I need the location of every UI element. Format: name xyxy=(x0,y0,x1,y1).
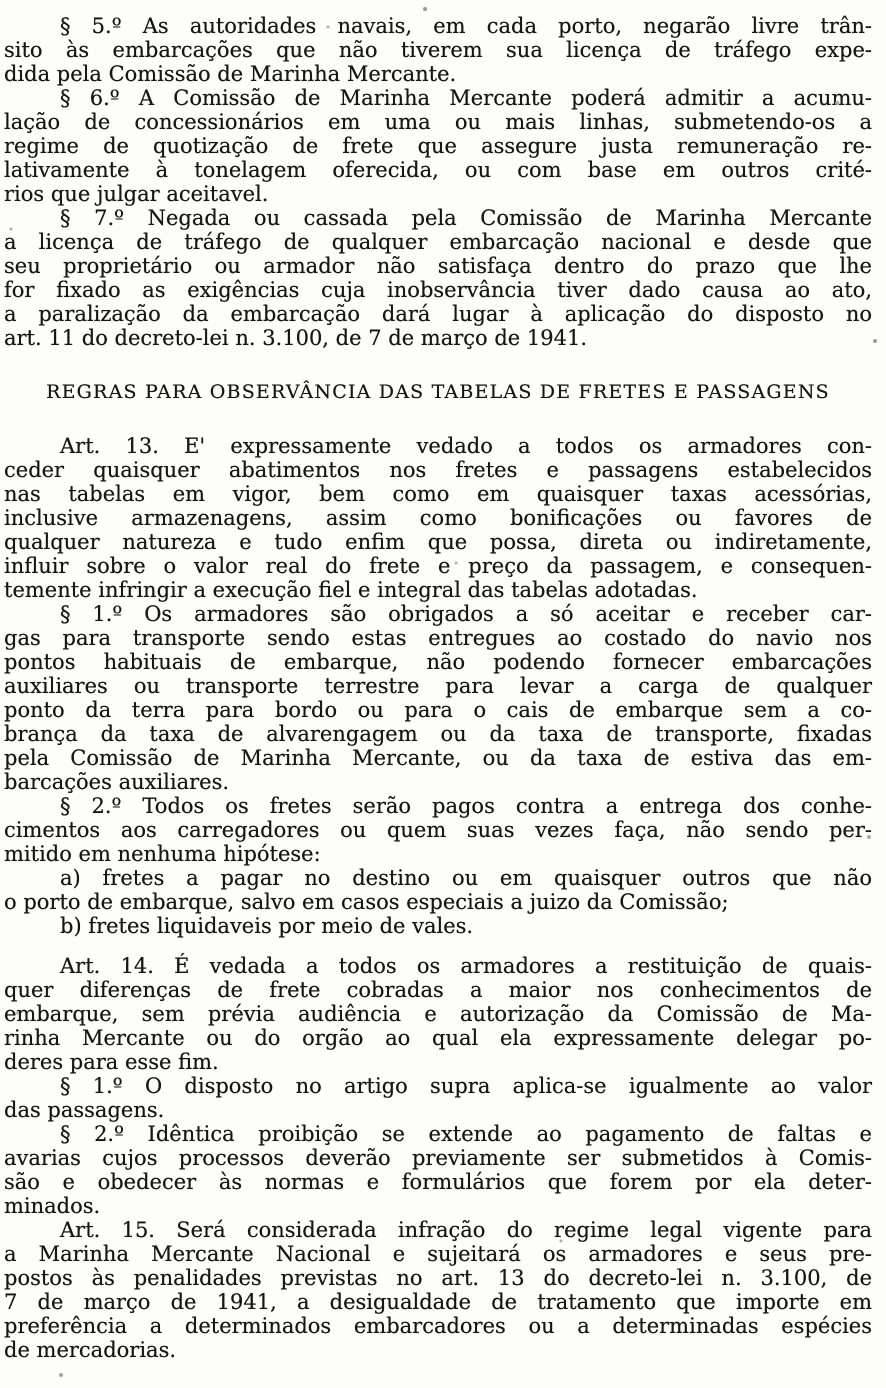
article-13-paragraph-1 xyxy=(4,602,872,794)
text-line: o porto de embarque, salvo em casos especiais a juizo da Comissão; xyxy=(4,890,729,914)
text-line: preferência a determinados embarcadores ou a determinadas espécies xyxy=(4,1314,872,1338)
text-line: rinha Mercante ou do orgão ao qual ela expressamente delegar po- xyxy=(4,1026,872,1050)
text-line: nas tabelas em vigor, bem como em quaisquer taxas acessórias, xyxy=(4,482,872,506)
text-line: regime de quotização de frete que assegure justa remuneração re- xyxy=(4,134,872,158)
text-line: b) fretes liquidaveis por meio de vales. xyxy=(60,914,474,938)
article-14-paragraph-2 xyxy=(4,1122,872,1218)
text-line: a paralização da embarcação dará lugar à aplicação do disposto no xyxy=(4,302,872,326)
article-13-item-b xyxy=(4,914,872,938)
text-line: barcações auxiliares. xyxy=(4,770,230,794)
text-line: seu proprietário ou armador não satisfaça dentro do prazo que lhe xyxy=(4,254,872,278)
text-line: são e obedecer às normas e formulários que forem por ela deter- xyxy=(4,1170,872,1194)
text-line: § 7.º Negada ou cassada pela Comissão de Marinha Mercante xyxy=(60,206,872,230)
text-line: inclusive armazenagens, assim como bonificações ou favores de xyxy=(4,506,872,530)
text-line: a) fretes a pagar no destino ou em quaisquer outros que não xyxy=(60,866,872,890)
text-line: § 6.º A Comissão de Marinha Mercante poderá admitir a acumu- xyxy=(60,86,872,110)
article-14 xyxy=(4,954,872,1074)
text-line: Art. 15. Será considerada infração do regime legal vigente para xyxy=(60,1218,872,1242)
article-13 xyxy=(4,434,872,602)
scan-noise xyxy=(0,0,2,2)
text-line: influir sobre o valor real do frete e preço da passagem, e consequen- xyxy=(4,554,872,578)
text-line: pela Comissão de Marinha Mercante, ou da taxa de estiva das em- xyxy=(4,746,872,770)
article-14-paragraph-1 xyxy=(4,1074,872,1122)
text-line: pontos habituais de embarque, não podendo fornecer embarcações xyxy=(4,650,872,674)
text-line: Art. 14. É vedada a todos os armadores a restituição de quais- xyxy=(60,954,872,978)
text-line: dida pela Comissão de Marinha Mercante. xyxy=(4,62,457,86)
text-line: embarque, sem prévia audiência e autorização da Comissão de Ma- xyxy=(4,1002,872,1026)
article-15 xyxy=(4,1218,872,1362)
text-line: 7 de março de 1941, a desigualdade de tratamento que importe em xyxy=(4,1290,872,1314)
text-line: quer diferenças de frete cobradas a maior nos conhecimentos de xyxy=(4,978,872,1002)
text-line: deres para esse fim. xyxy=(4,1050,219,1074)
article-13-paragraph-2 xyxy=(4,794,872,866)
text-line: de mercadorias. xyxy=(4,1338,177,1362)
text-line: temente infringir a execução fiel e integral das tabelas adotadas. xyxy=(4,578,698,602)
section-heading: REGRAS PARA OBSERVÂNCIA DAS TABELAS DE FRETES E PASSAGENS xyxy=(46,381,830,403)
paragraph-7 xyxy=(4,206,872,350)
text-line: rios que julgar aceitavel. xyxy=(4,182,269,206)
text-line: gas para transporte sendo estas entregues ao costado do navio nos xyxy=(4,626,872,650)
text-line: a licença de tráfego de qualquer embarcação nacional e desde que xyxy=(4,230,872,254)
text-line: ceder quaisquer abatimentos nos fretes e passagens estabelecidos xyxy=(4,458,872,482)
text-line: qualquer natureza e tudo enfim que possa, direta ou indiretamente, xyxy=(4,530,872,554)
text-line: art. 11 do decreto-lei n. 3.100, de 7 de março de 1941. xyxy=(4,326,588,350)
text-line: lativamente à tonelagem oferecida, ou com base em outros crité- xyxy=(4,158,872,182)
text-line: sito às embarcações que não tiverem sua licença de tráfego expe- xyxy=(4,38,872,62)
text-line: postos às penalidades previstas no art. 13 do decreto-lei n. 3.100, de xyxy=(4,1266,872,1290)
text-line: cimentos aos carregadores ou quem suas vezes faça, não sendo per- xyxy=(4,818,872,842)
text-line: § 2.º Todos os fretes serão pagos contra a entrega dos conhe- xyxy=(60,794,872,818)
paragraph-5 xyxy=(4,14,872,86)
text-line: ponto da terra para bordo ou para o cais de embarque sem a co- xyxy=(4,698,872,722)
text-line: avarias cujos processos deverão previamente ser submetidos à Comis- xyxy=(4,1146,872,1170)
text-line: § 2.º Idêntica proibição se extende ao pagamento de faltas e xyxy=(60,1122,872,1146)
article-13-item-a xyxy=(4,866,872,914)
text-line: brança da taxa de alvarengagem ou da taxa de transporte, fixadas xyxy=(4,722,872,746)
text-line: minados. xyxy=(4,1194,101,1218)
text-line: a Marinha Mercante Nacional e sujeitará os armadores e seus pre- xyxy=(4,1242,872,1266)
text-line: § 5.º As autoridades navais, em cada porto, negarão livre trân- xyxy=(60,14,872,38)
text-line: das passagens. xyxy=(4,1098,165,1122)
text-line: Art. 13. E' expressamente vedado a todos os armadores con- xyxy=(60,434,872,458)
paragraph-6 xyxy=(4,86,872,206)
text-line: lação de concessionários em uma ou mais linhas, submetendo-os a xyxy=(4,110,872,134)
text-line: mitido em nenhuma hipótese: xyxy=(4,842,321,866)
text-line: auxiliares ou transporte terrestre para levar a carga de qualquer xyxy=(4,674,872,698)
text-line: § 1.º Os armadores são obrigados a só aceitar e receber car- xyxy=(60,602,872,626)
text-line: § 1.º O disposto no artigo supra aplica-se igualmente ao valor xyxy=(60,1074,872,1098)
text-line: for fixado as exigências cuja inobservância tiver dado causa ao ato, xyxy=(4,278,872,302)
